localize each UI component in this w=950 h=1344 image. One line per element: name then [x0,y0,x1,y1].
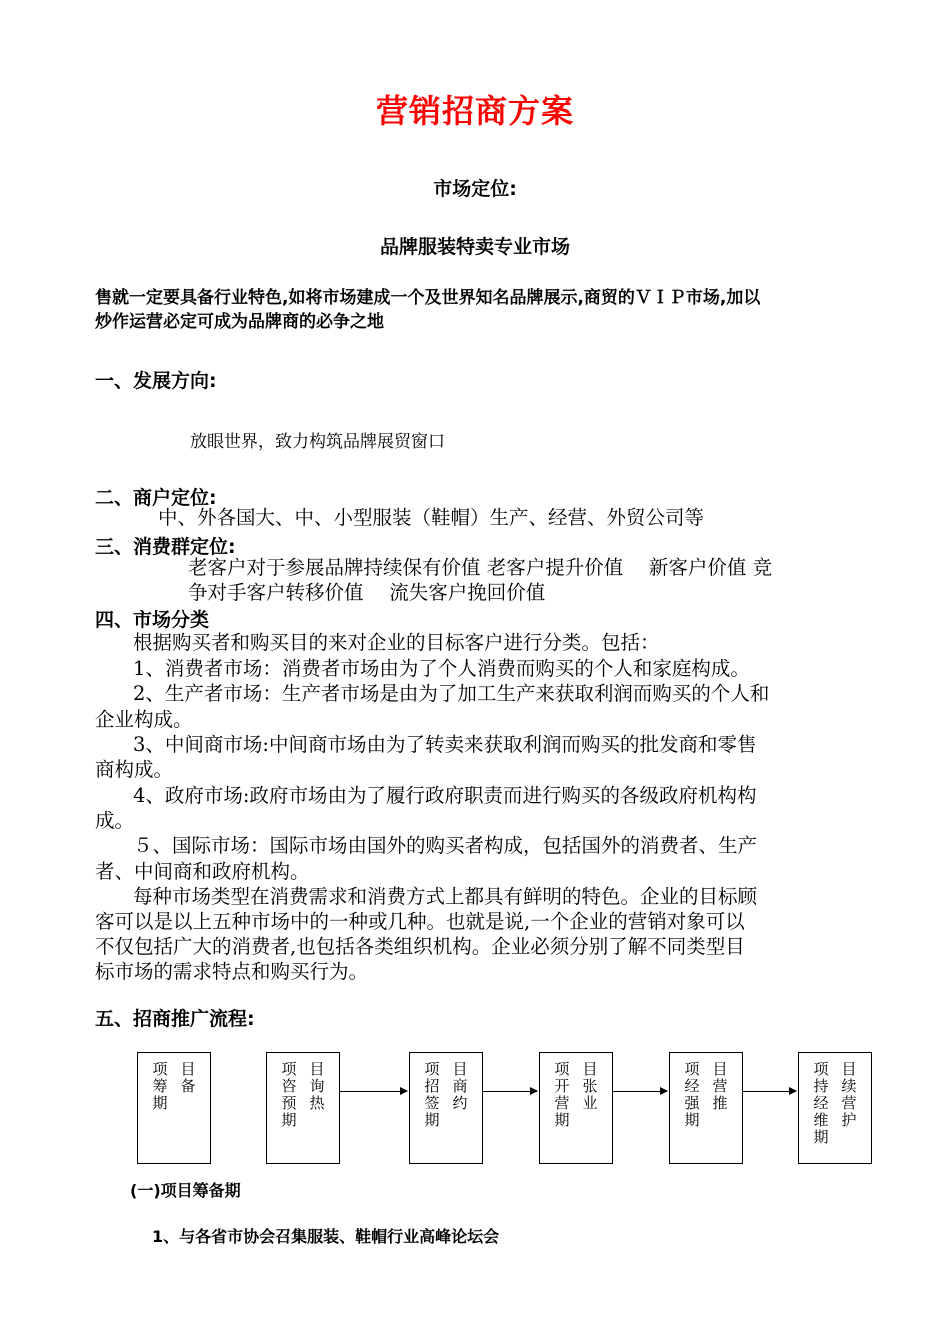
flow-step-right-text: 目商约 [452,1060,468,1112]
flow-step-right-text: 目备 [180,1060,196,1095]
section-1-text: 放眼世界，致力构筑品牌展贸窗口 [190,432,445,452]
section-4-line: 成。 [95,809,135,832]
section-4-line: 1、消费者市场：消费者市场由为了个人消费而购买的个人和家庭构成。 [133,657,750,680]
flow-step-left-text: 项咨预期 [281,1060,297,1129]
phase-1-item-1: 1、与各省市协会召集服装、鞋帽行业高峰论坛会 [152,1227,500,1246]
section-3-line-1: 老客户对于参展品牌持续保有价值 老客户提升价值 新客户价值 竞 [188,556,773,579]
flow-step-operation-boost [669,1052,743,1164]
flow-arrow [340,1091,407,1092]
flow-step-left-text: 项持经维期 [813,1060,829,1146]
section-2-text: 中、外各国大、中、小型服装（鞋帽）生产、经营、外贸公司等 [158,506,705,529]
section-4-line: 者、中间商和政府机构。 [95,860,310,883]
flow-step-right-text: 目营推 [712,1060,728,1112]
section-3-line-2: 争对手客户转移价值 流失客户挽回价值 [188,581,546,604]
positioning-heading: 市场定位: [433,178,517,200]
section-4-line: 商构成。 [95,758,174,781]
flow-step-signing [409,1052,483,1164]
section-4-line: 不仅包括广大的消费者,也包括各类组织机构。企业必须分别了解不同类型目 [95,935,745,958]
flow-step-left-text: 项招签期 [424,1060,440,1129]
flow-step-left-text: 项开营期 [554,1060,570,1129]
flow-step-left-text: 项筹期 [152,1060,168,1112]
section-4-line: 根据购买者和购买目的来对企业的目标客户进行分类。包括： [133,631,660,654]
flow-step-right-text: 目续营护 [841,1060,857,1129]
section-4-line: 标市场的需求特点和购买行为。 [95,960,369,983]
flow-arrow [483,1091,537,1092]
section-4-line: 客可以是以上五种市场中的一种或几种。也就是说,一个企业的营销对象可以 [95,910,745,933]
section-4-line: 每种市场类型在消费需求和消费方式上都具有鲜明的特色。企业的目标顾 [133,885,758,908]
flow-step-left-text: 项经强期 [684,1060,700,1129]
section-4-line: 3、中间商市场:中间商市场由为了转卖来获取利润而购买的批发商和零售 [133,733,757,756]
section-4-line: 企业构成。 [95,708,193,731]
flow-arrow [743,1091,796,1092]
positioning-subheading: 品牌服装特卖专业市场 [379,236,570,258]
document-title: 营销招商方案 [375,92,574,130]
intro-line-1: 售就一定要具备行业特色,如将市场建成一个及世界知名品牌展示,商贸的ＶＩＰ市场,加以 [95,288,761,308]
flow-step-preparation [137,1052,211,1164]
section-4-line: ５、国际市场：国际市场由国外的购买者构成，包括国外的消费者、生产 [133,834,758,857]
flow-step-consulting-warmup [266,1052,340,1164]
flow-arrow [613,1091,667,1092]
section-4-line: 4、政府市场:政府市场由为了履行政府职责而进行购买的各级政府机构构 [133,784,757,807]
section-3-heading: 三、消费群定位: [95,536,236,558]
flow-step-right-text: 目询热 [309,1060,325,1112]
phase-1-heading: (一)项目筹备期 [130,1181,241,1200]
section-5-heading: 五、招商推广流程: [95,1008,255,1030]
flow-step-opening [539,1052,613,1164]
section-4-line: 2、生产者市场：生产者市场是由为了加工生产来获取利润而购买的个人和 [133,682,770,705]
flow-step-maintenance [798,1052,872,1164]
section-2-heading: 二、商户定位: [95,487,217,509]
section-4-heading: 四、市场分类 [95,609,210,631]
intro-line-2: 炒作运营必定可成为品牌商的必争之地 [95,312,384,332]
section-1-heading: 一、发展方向: [95,370,217,392]
flow-step-right-text: 目张业 [582,1060,598,1112]
